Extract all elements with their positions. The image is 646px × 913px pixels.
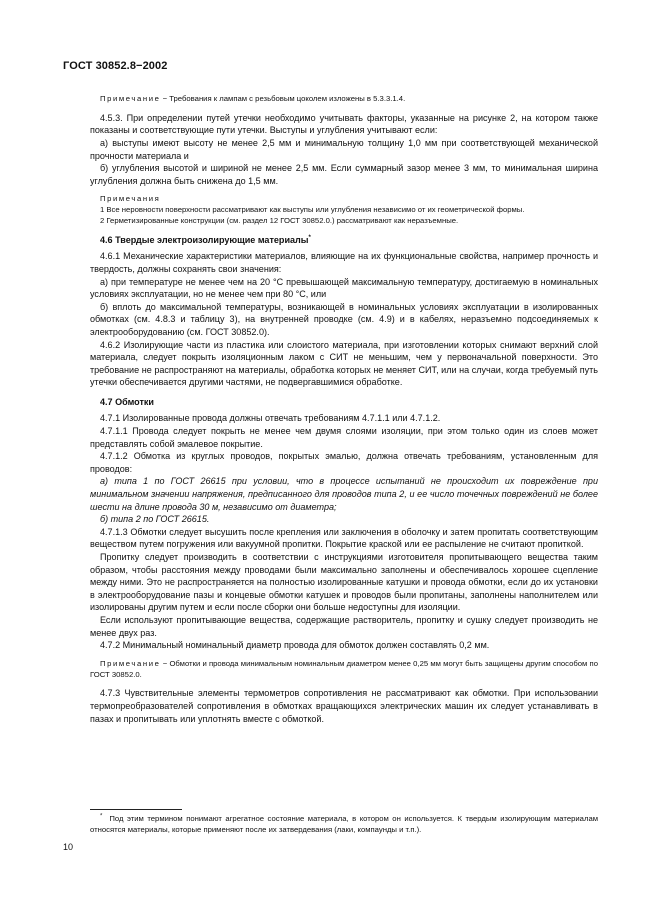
paragraph-impregnation: Пропитку следует производить в соответствии с инструкциями изготовителя пропитывающего вещества таким образом, чтобы расстояния между проводами были максимально заполнены и обеспечивалось хорошее сцепление между ними. Это не распространяется на полностью изолированные катушки и провода обмотки, если до их установки в электрооборудование пазы и концевые обмотки катушек и проводов были пропитаны, заполнены наполнителем или изолированы другим путем и если после сборки они больше недоступны для изоляции. — [90, 552, 598, 613]
note-item: 1 Все неровности поверхности рассматривают как выступы или углубления независимо от их геометрической формы. — [100, 205, 525, 215]
clause-4-7-1-1: 4.7.1.1 Провода следует покрыть не менее чем двумя слоями изоляции, при этом только один из слоев может представлять собой эмалевое покрытие. — [90, 426, 598, 449]
clause-4-7-1-3: 4.7.1.3 Обмотки следует высушить после крепления или заключения в оболочку и затем пропитать соответствующим веществом путем погружения или вакуумной пропитки. Покрытие краской или ее распыление не считают пропиткой. — [90, 526, 598, 550]
clause-4-7-1-2-a: а) типа 1 по ГОСТ 26615 при условии, что в процессе испытаний не происходит их повреждение при минимальном значении напряжения, предписанного для проводов типа 2, и ее число точечных повреждений не более шести на длине провода 30 м, независимо от диаметра; — [90, 476, 598, 512]
clause-4-6-1: 4.6.1 Механические характеристики материалов, влияющие на их функциональные свойства, например прочность и твердость, должны сохранять свои значения: — [90, 251, 598, 274]
clause-4-6-1-b: б) вплоть до максимальной температуры, возникающей в номинальных условиях эксплуатации в изолированных обмотках (см. 4.8.3 и таблицу 3), на внутренней проводке (см. 4.9) и в кабелях, неразъемно подсоединяемых к электрооборудованию (см. ГОСТ 30852.0). — [90, 301, 598, 337]
document-header: ГОСТ 30852.8−2002 — [63, 60, 168, 72]
clause-4-5-3: 4.5.3. При определении путей утечки необходимо учитывать факторы, указанные на рисунке 2, на котором также показаны и соответствующие пути утечки. Выступы и углубления учитывают если: — [90, 112, 598, 136]
paragraph-solvent: Если используют пропитывающие вещества, содержащие растворитель, пропитку и сушку следует производить не менее двух раз. — [90, 614, 598, 638]
note-item: 2 Герметизированные конструкции (см. раздел 12 ГОСТ 30852.0.) рассматривают как неразъемные. — [100, 215, 459, 225]
body-text — [90, 93, 598, 725]
clause-4-5-3-a: а) выступы имеют высоту не менее 2,5 мм и минимальную толщину 1,0 мм при соответствующей механической прочности материала и — [90, 137, 598, 161]
page-number: 10 — [63, 842, 74, 852]
clause-4-7-1: 4.7.1 Изолированные провода должны отвечать требованиям 4.7.1.1 или 4.7.1.2. — [100, 413, 441, 424]
clause-4-5-3-b: б) углубления высотой и шириной не менее 2,5 мм. Если суммарный зазор менее 3 мм, то минимальная ширина углубления должна быть снижена до 1,5 мм. — [90, 163, 598, 186]
note-lamps — [90, 94, 598, 105]
section-heading-4-7: 4.7 Обмотки — [100, 396, 154, 407]
clause-4-6-1-a: а) при температуре не менее чем на 20 °С превышающей максимальную температуру, достигаемую в номинальных условиях эксплуатации, но не менее чем при 80 °С, или — [90, 276, 598, 300]
note-label: Примечание — [100, 94, 161, 103]
clause-4-7-2: 4.7.2 Минимальный номинальный диаметр провода для обмоток должен составлять 0,2 мм. — [100, 640, 490, 651]
clause-4-6-2: 4.6.2 Изолирующие части из пластика или слоистого материала, при изготовлении которых снимают верхний слой материала, следует покрыть изоляционным лаком с СИТ не меньшим, чем у первоначальной поверхности. Это требование не распространяют на материалы, обработка которых не меняет СИТ, или на случаи, когда требуемый путь утечки обеспечивается другими частями, не подвергавшимися обработке. — [90, 339, 598, 388]
notes-label: Примечания — [100, 194, 161, 204]
footnote-divider — [90, 809, 182, 810]
section-heading-4-6: 4.6 Твердые электроизолирующие материалы* — [100, 234, 311, 245]
clause-4-7-3: 4.7.3 Чувствительные элементы термометров сопротивления не рассматривают как обмотки. При использовании термопреобразователей сопротивления в обмотках вращающихся электрических машин их следует устанавливать в пазах и пропитывать или уплотнять вместе с обмоткой. — [90, 688, 598, 724]
note-text: − Требования к лампам с резьбовым цоколем изложены в 5.3.3.1.4. — [160, 94, 406, 103]
clause-4-7-1-2-b: б) типа 2 по ГОСТ 26615. — [100, 514, 210, 525]
footnote: * Под этим термином понимают агрегатное состояние материала, в котором он используется. К твердым изолирующим материалам относятся материалы, которые применяют после их затвердевания (лаки, компаунды и т.п.). — [90, 813, 599, 834]
clause-4-7-1-2: 4.7.1.2 Обмотка из круглых проводов, покрытых эмалью, должна отвечать требованиям, установленным для проводов: — [90, 451, 598, 474]
note-wire-diameter: Примечание − Обмотки и провода минимальным номинальным диаметром менее 0,25 мм могут быть защищены другим способом по ГОСТ 30852.0. — [90, 658, 598, 679]
